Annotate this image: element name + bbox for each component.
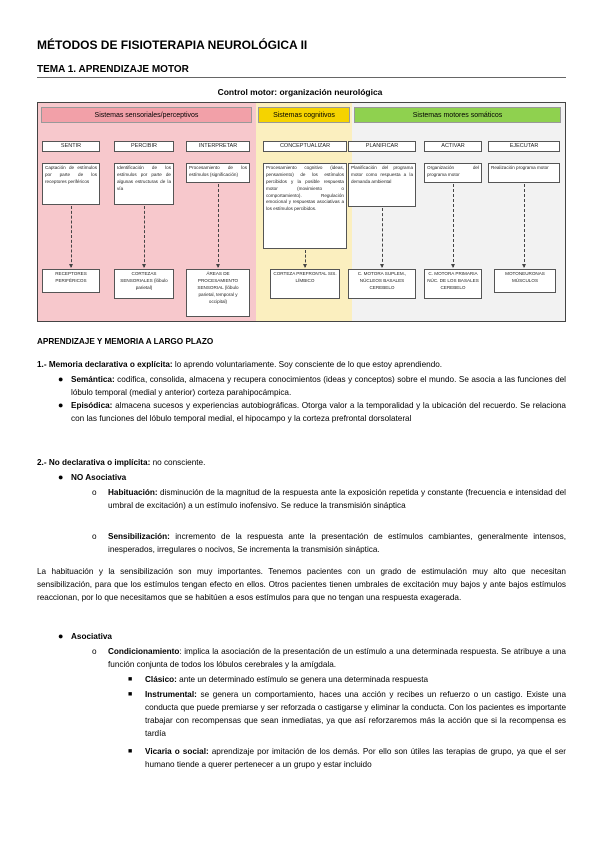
- stage-desc-planificar: Planificación del programa motor como respuesta a la demanda ambiental: [348, 163, 416, 207]
- output-sentir: RECEPTORES PERIFÉRICOS: [42, 269, 100, 293]
- memoria-no-declarativa: [37, 456, 566, 469]
- diagram-title: Control motor: organización neurológica: [217, 87, 383, 97]
- item-condicionamiento: [108, 645, 566, 671]
- item-vicaria: [145, 745, 566, 771]
- document-title: MÉTODOS DE FISIOTERAPIA NEUROLÓGICA II: [37, 38, 308, 52]
- stage-label-interpretar: INTERPRETAR: [186, 141, 250, 152]
- item-semantica: [71, 373, 566, 399]
- term: Sensibilización:: [108, 532, 170, 541]
- text: lo aprendo voluntariamente. Soy consciente de lo que estoy aprendiendo.: [172, 360, 443, 369]
- bullet-icon: ●: [58, 472, 64, 482]
- output-conceptualizar: CORTEZA PREFRONTAL SIS. LÍMBICO: [270, 269, 340, 299]
- text: almacena sucesos y experiencias autobiográficas. Otorga valor a la temporalidad y la ubicación del recuerdo. Se relaciona con las funciones del lóbulo temporal medial, el hipocampo y la corteza prefrontal dorsolateral: [71, 401, 566, 423]
- text: ante un determinado estímulo se genera una determinada respuesta: [176, 675, 429, 684]
- item-no-asociativa: NO Asociativa: [71, 473, 127, 482]
- stage-desc-ejecutar: Realización programa motor: [488, 163, 560, 183]
- term: Clásico:: [145, 675, 177, 684]
- output-planificar: C. MOTORA SUPLEM., NÚCLEOS BASALES CEREBELO: [348, 269, 416, 299]
- group-header-motor: Sistemas motores somáticos: [354, 107, 561, 123]
- arrow-sentir: [71, 206, 72, 267]
- item-episodica: [71, 399, 566, 425]
- square-bullet-icon: ■: [128, 748, 133, 755]
- arrow-interpretar: [218, 184, 219, 267]
- stage-desc-sentir: Captación de estímulos por parte de los receptores periféricos: [42, 163, 100, 205]
- output-ejecutar: MOTONEURONAS MÚSCULOS: [494, 269, 556, 293]
- title-divider: [37, 77, 566, 78]
- arrow-ejecutar: [524, 184, 525, 267]
- output-percibir: CORTEZAS SENSORIALES (lóbulo parietal): [114, 269, 174, 299]
- bullet-icon: ●: [58, 631, 64, 641]
- item-habituacion: [108, 486, 566, 512]
- paragraph-habituacion: La habituación y la sensibilización son muy importantes. Tenemos pacientes con un grado de estimulación muy alto que necesitan sensibilización, para que los estímulos tengan efecto en ellos. Otros pacientes tienen umbrales de excitación muy bajos y ante bajos estímulos reaccionan, por lo que necesitamos que se habitúen a esos estímulos para que no tengan una respuesta exagerada.: [37, 567, 566, 602]
- text: disminución de la magnitud de la respuesta ante la exposición repetida y constante (frecuencia e intensidad del umbral de excitación) a un estímulo inofensivo. Se reduce la transmisión sináptica: [108, 488, 566, 510]
- stage-desc-activar: Organización del programa motor: [424, 163, 482, 183]
- group-header-cognitive: Sistemas cognitivos: [258, 107, 350, 123]
- item-asociativa: Asociativa: [71, 632, 112, 641]
- stage-label-conceptualizar: CONCEPTUALIZAR: [263, 141, 347, 152]
- text: : implica la asociación de la presentación de un estímulo a una determinada respuesta. Se atribuye a una función conjunta de todos los lóbulos cerebrales y la amígdala.: [108, 647, 566, 669]
- bullet-icon: ●: [58, 400, 64, 410]
- item-instrumental: [145, 688, 566, 740]
- arrow-activar: [453, 184, 454, 267]
- text: aprendizaje por imitación de los demás. Por ello son útiles las terapias de grupo, ya que el ser humano tiende a querer pertenecer a un grupo y estar incluido: [145, 747, 566, 769]
- term: Vicaria o social:: [145, 747, 209, 756]
- stage-desc-conceptualizar: Procesamiento cognitivo (ideas, pensamiento) de los estímulos percibidos y la posible respuesta motor (movimiento o comportamiento). Regulación emocional y respuestas asociativas a los estímulos percibidos.: [263, 163, 347, 249]
- arrow-percibir: [144, 206, 145, 267]
- text: incremento de la respuesta ante la presentación de estímulos cambiantes, generalmente intensos, inesperados, irregulares o nocivos, Se incrementa la transmisión sináptica.: [108, 532, 566, 554]
- term: Habituación:: [108, 488, 158, 497]
- circle-bullet-icon: o: [92, 647, 97, 656]
- output-interpretar: ÁREAS DE PROCESAMIENTO SENSORIAL (lóbulo parietal, temporal y occipital): [186, 269, 250, 317]
- memoria-declarativa: [37, 358, 566, 371]
- circle-bullet-icon: o: [92, 488, 97, 497]
- term: Semántica:: [71, 375, 115, 384]
- stage-desc-percibir: Identificación de los estímulos por parte de algunas estructuras de la vía: [114, 163, 174, 205]
- arrow-conceptualizar: [305, 250, 306, 267]
- bullet-icon: ●: [58, 374, 64, 384]
- term: Episódica:: [71, 401, 113, 410]
- square-bullet-icon: ■: [128, 676, 133, 683]
- circle-bullet-icon: o: [92, 532, 97, 541]
- text: se genera un comportamiento, haces una acción y recibes un refuerzo o un castigo. Existe una conducta que puede premiarse y ser reforzada o castigarse y eliminar la conducta. Con los pacientes es importante trabajar con recompensas que sean inmediatas, ya que así reforzaremos más la acción que si la recompensa es tardía: [145, 690, 566, 738]
- section-heading: APRENDIZAJE Y MEMORIA A LARGO PLAZO: [37, 337, 214, 346]
- stage-desc-interpretar: Procesamiento de los estímulos (significación): [186, 163, 250, 183]
- group-header-sensory: Sistemas sensoriales/perceptivos: [41, 107, 252, 123]
- stage-label-percibir: PERCIBIR: [114, 141, 174, 152]
- term: 2.- No declarativa o implícita:: [37, 458, 151, 467]
- item-sensibilizacion: [108, 530, 566, 556]
- square-bullet-icon: ■: [128, 691, 133, 698]
- stage-label-sentir: SENTIR: [42, 141, 100, 152]
- arrow-planificar: [382, 208, 383, 267]
- stage-label-activar: ACTIVAR: [424, 141, 482, 152]
- item-clasico: [145, 673, 566, 686]
- stage-label-planificar: PLANIFICAR: [348, 141, 416, 152]
- term: Condicionamiento: [108, 647, 180, 656]
- stage-label-ejecutar: EJECUTAR: [488, 141, 560, 152]
- control-motor-diagram: [37, 102, 566, 322]
- text: no consciente.: [150, 458, 206, 467]
- term: 1.- Memoria declarativa o explícita:: [37, 360, 173, 369]
- output-activar: C. MOTORA PRIMARIA NÚC. DE LOS BASALES CEREBELO: [424, 269, 482, 299]
- term: Instrumental:: [145, 690, 197, 699]
- section-title: TEMA 1. APRENDIZAJE MOTOR: [37, 64, 189, 75]
- text: codifica, consolida, almacena y recupera conocimientos (ideas y conceptos) sobre el mundo. Se asocia a las funciones del lóbulo temporal (medial y anterior) corteza parahipocámpica.: [71, 375, 566, 397]
